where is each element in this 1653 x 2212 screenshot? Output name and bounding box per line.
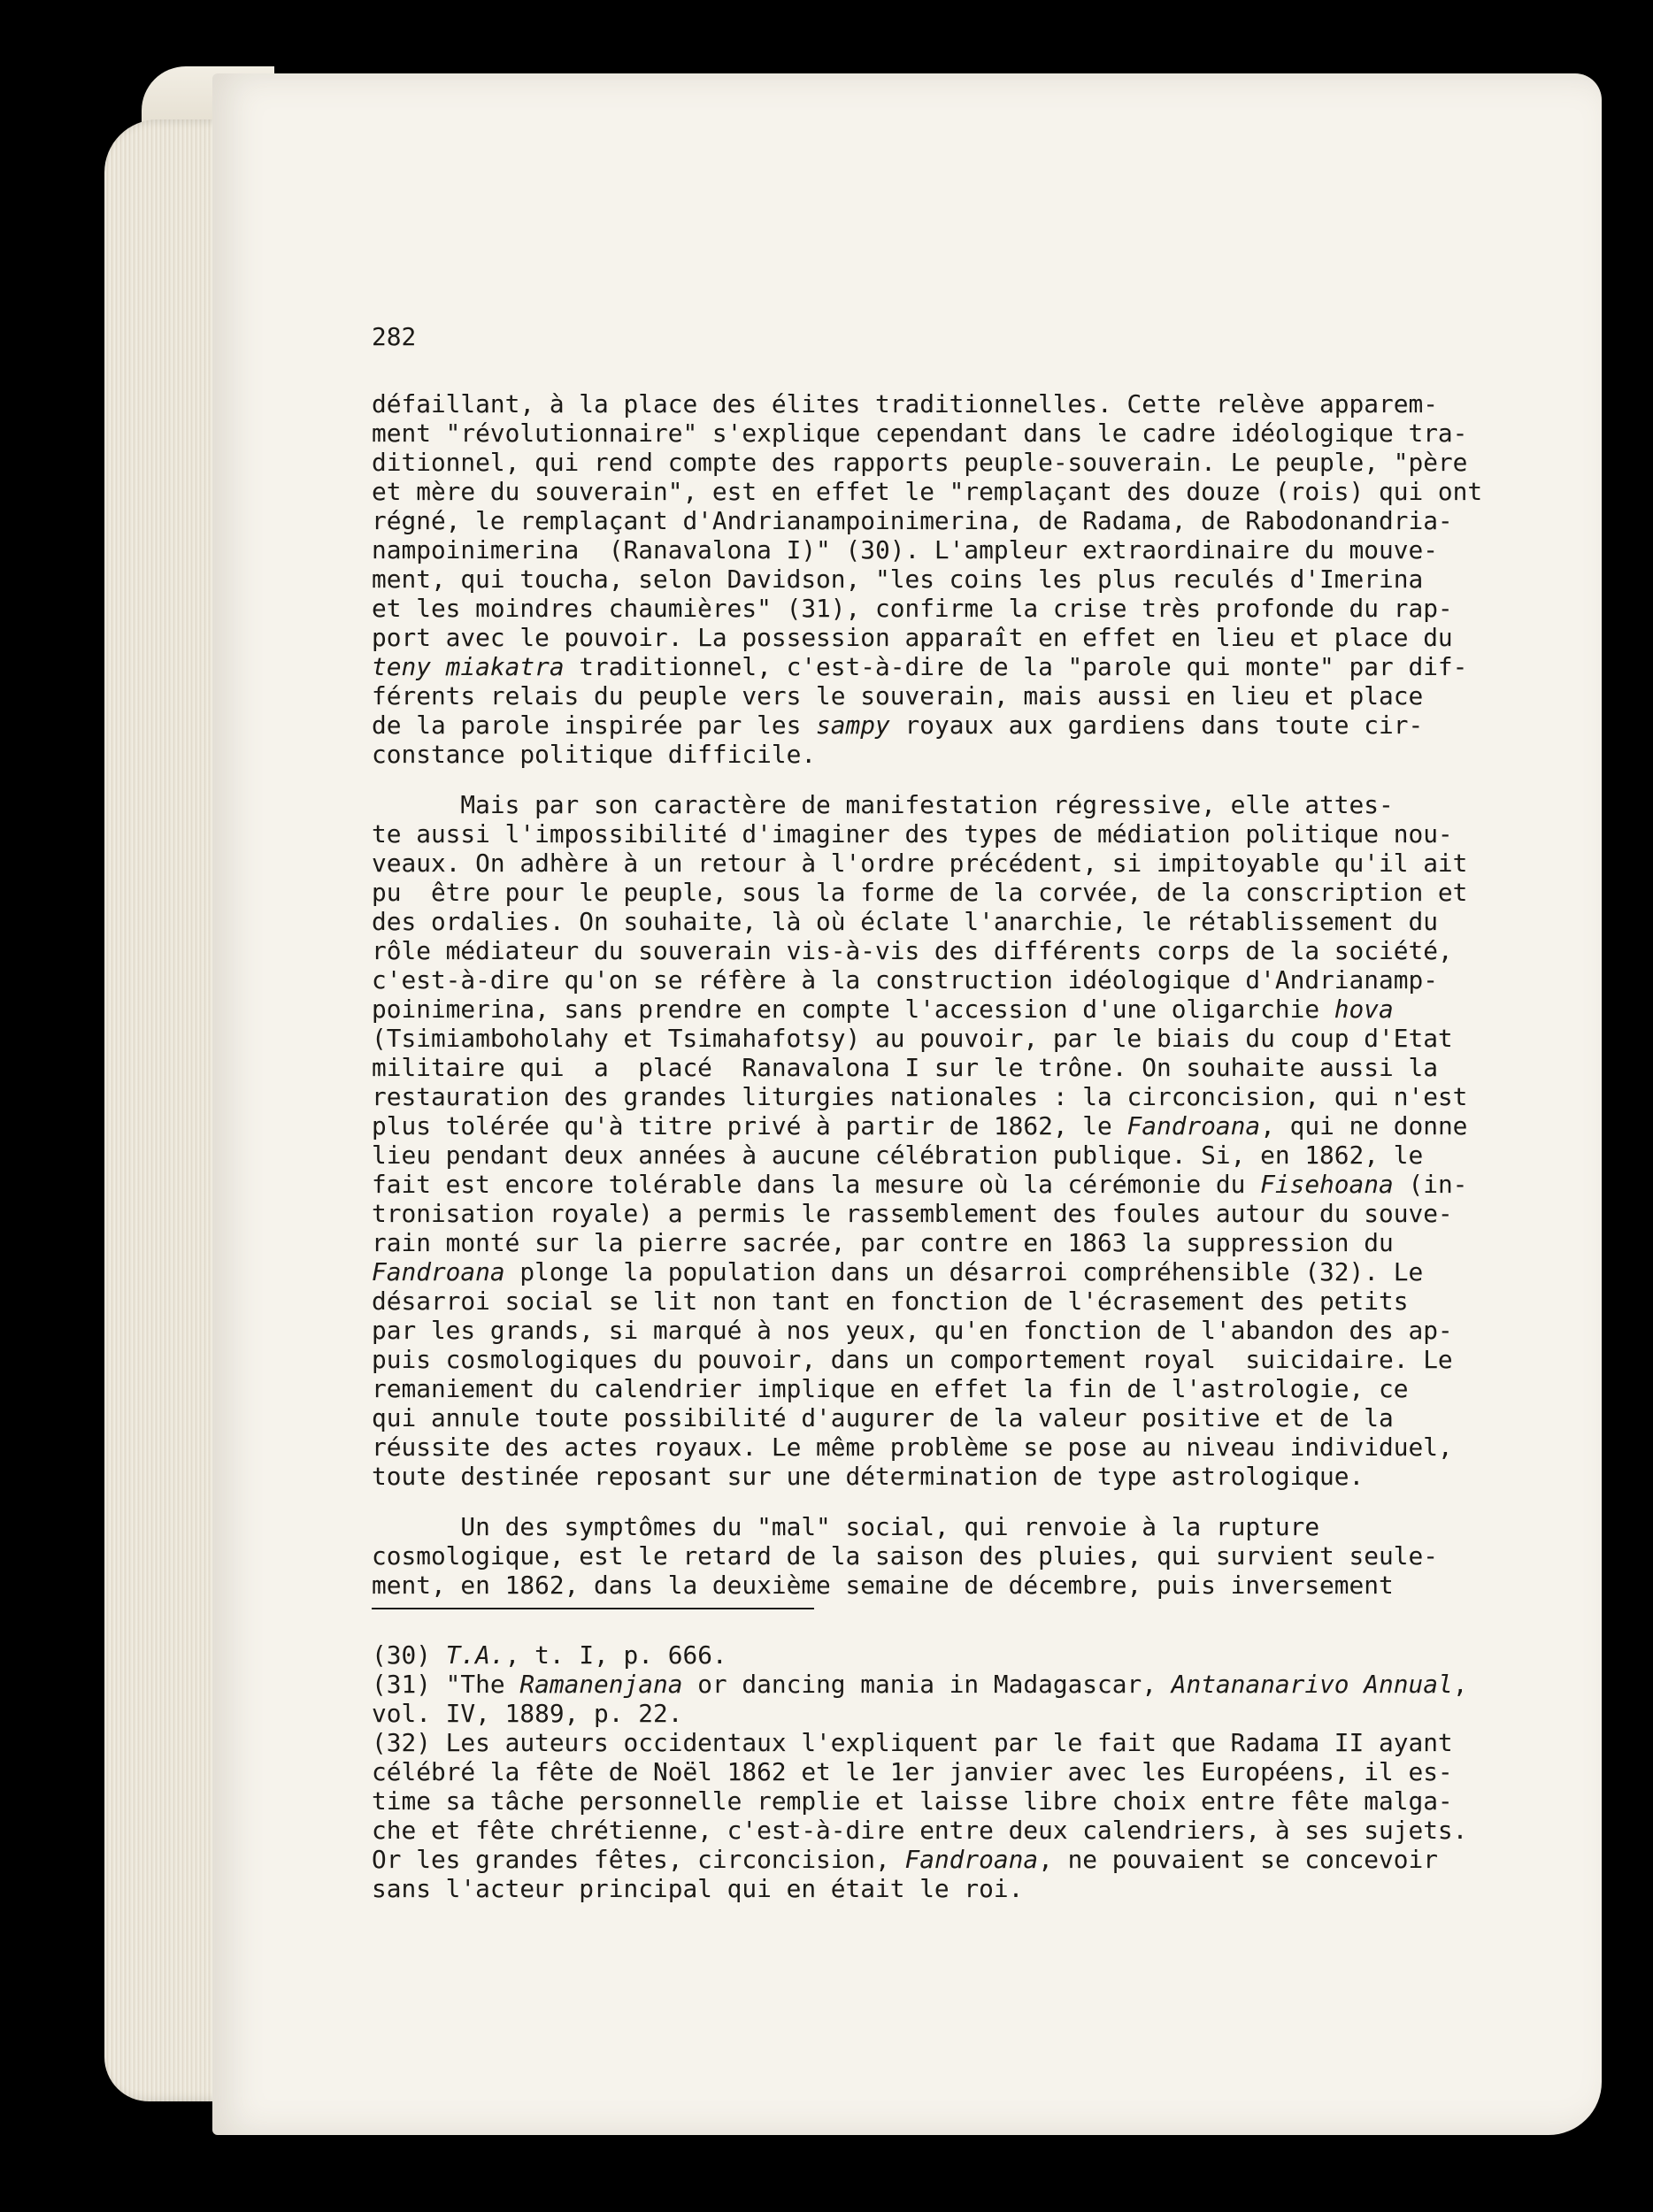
text-line: cosmologique, est le retard de la saison des pluies, qui survient seule-	[372, 1541, 1438, 1571]
text-line: constance politique difficile.	[372, 740, 817, 769]
text-line: tronisation royale) a permis le rassemblement des foules autour du souve-	[372, 1199, 1453, 1228]
text-line: de la parole inspirée par les sampy royaux aux gardiens dans toute cir-	[372, 710, 1424, 740]
text-line: (Tsimiamboholahy et Tsimahafotsy) au pouvoir, par le biais du coup d'Etat	[372, 1024, 1453, 1053]
text-line: et les moindres chaumières" (31), confirme la crise très profonde du rap-	[372, 594, 1453, 623]
text-line: plus tolérée qu'à titre privé à partir de 1862, le Fandroana, qui ne donne	[372, 1111, 1468, 1141]
text-line: férents relais du peuple vers le souverain, mais aussi en lieu et place	[372, 681, 1424, 710]
text-line: Mais par son caractère de manifestation régressive, elle attes-	[372, 790, 1394, 819]
text-line: teny miakatra traditionnel, c'est-à-dire de la "parole qui monte" par dif-	[372, 652, 1468, 681]
paragraph	[372, 389, 1483, 769]
footnote	[372, 1670, 1453, 1728]
page-number: 282	[372, 322, 417, 351]
main-text	[372, 389, 1483, 1600]
text-line: ment, en 1862, dans la deuxième semaine de décembre, puis inversement	[372, 1571, 1394, 1600]
footnote-line: time sa tâche personnelle remplie et laisse libre choix entre fête malga-	[372, 1786, 1453, 1816]
footnote-line: (31) "The Ramanenjana or dancing mania in Madagascar, Antananarivo Annual	[372, 1670, 1453, 1699]
text-line: Fandroana plonge la population dans un désarroi compréhensible (32). Le	[372, 1257, 1424, 1286]
text-line: puis cosmologiques du pouvoir, dans un comportement royal suicidaire. Le	[372, 1345, 1453, 1374]
text-line: et mère du souverain", est en effet le "remplaçant des douze (rois) qui ont	[372, 477, 1483, 506]
footnote	[372, 1728, 1468, 1903]
footnote-line: sans l'acteur principal qui en était le roi.	[372, 1874, 1024, 1903]
paragraph-gap	[372, 1491, 1438, 1512]
text-line: te aussi l'impossibilité d'imaginer des types de médiation politique nou-	[372, 819, 1453, 849]
paragraph	[372, 1512, 1438, 1600]
text-line: militaire qui a placé Ranavalona I sur le trône. On souhaite aussi la	[372, 1053, 1438, 1082]
footnote-line: vol. IV, 1889, p. 22.	[372, 1699, 683, 1728]
text-line: rôle médiateur du souverain vis-à-vis des différents corps de la société,	[372, 936, 1453, 965]
text-line: c'est-à-dire qu'on se réfère à la construction idéologique d'Andrianamp-	[372, 965, 1438, 995]
paragraph	[372, 790, 1468, 1491]
text-line: ment, qui toucha, selon Davidson, "les coins les plus reculés d'Imerina	[372, 565, 1424, 594]
text-line: ditionnel, qui rend compte des rapports peuple-souverain. Le peuple, "père	[372, 448, 1468, 477]
text-line: restauration des grandes liturgies nationales : la circoncision, qui n'est	[372, 1082, 1468, 1111]
text-line: rain monté sur la pierre sacrée, par contre en 1863 la suppression du	[372, 1228, 1394, 1257]
text-line: lieu pendant deux années à aucune célébration publique. Si, en 1862, le	[372, 1141, 1424, 1170]
text-line: nampoinimerina (Ranavalona I)" (30). L'ampleur extraordinaire du mouve-	[372, 535, 1438, 565]
text-line: qui annule toute possibilité d'augurer de la valeur positive et de la	[372, 1403, 1394, 1432]
text-line: ment "révolutionnaire" s'explique cependant dans le cadre idéologique tra-	[372, 419, 1468, 448]
footnote-line: che et fête chrétienne, c'est-à-dire entre deux calendriers, à ses sujets.	[372, 1816, 1468, 1845]
text-line: poinimerina, sans prendre en compte l'accession d'une oligarchie hova	[372, 995, 1394, 1024]
footnote-line: (32) Les auteurs occidentaux l'expliquent par le fait que Radama II ayant	[372, 1728, 1453, 1757]
text-line: réussite des actes royaux. Le même problème se pose au niveau individuel,	[372, 1432, 1453, 1462]
text-line: Un des symptômes du "mal" social, qui renvoie à la rupture	[372, 1512, 1320, 1541]
text-line: régné, le remplaçant d'Andrianampoinimerina, de Radama, de Rabodonandria-	[372, 506, 1453, 535]
footnote	[372, 1640, 1438, 1670]
paragraph-gap	[372, 769, 1438, 790]
footnote-line: célébré la fête de Noël 1862 et le 1er janvier avec les Européens, il es-	[372, 1757, 1453, 1786]
text-line: défaillant, à la place des élites traditionnelles. Cette relève apparem-	[372, 389, 1438, 419]
text-line: par les grands, si marqué à nos yeux, qu'en fonction de l'abandon des ap-	[372, 1316, 1453, 1345]
text-line: veaux. On adhère à un retour à l'ordre précédent, si impitoyable qu'il ait	[372, 849, 1468, 878]
text-line: désarroi social se lit non tant en fonction de l'écrasement des petits	[372, 1286, 1409, 1316]
text-line: pu être pour le peuple, sous la forme de la corvée, de la conscription et	[372, 878, 1468, 907]
text-line: port avec le pouvoir. La possession apparaît en effet en lieu et place du	[372, 623, 1453, 652]
text-line: remaniement du calendrier implique en effet la fin de l'astrologie, ce	[372, 1374, 1409, 1403]
text-line: toute destinée reposant sur une détermination de type astrologique.	[372, 1462, 1365, 1491]
text-line: fait est encore tolérable dans la mesure où la cérémonie du Fisehoana (in-	[372, 1170, 1468, 1199]
footnote-rule	[372, 1608, 814, 1609]
footnotes	[372, 1640, 1468, 1903]
text-line: des ordalies. On souhaite, là où éclate l'anarchie, le rétablissement du	[372, 907, 1438, 936]
footnote-line: (30) T.A., t. I, p. 666.	[372, 1640, 727, 1670]
footnote-line: Or les grandes fêtes, circoncision, Fandroana, ne pouvaient se concevoir	[372, 1845, 1438, 1874]
